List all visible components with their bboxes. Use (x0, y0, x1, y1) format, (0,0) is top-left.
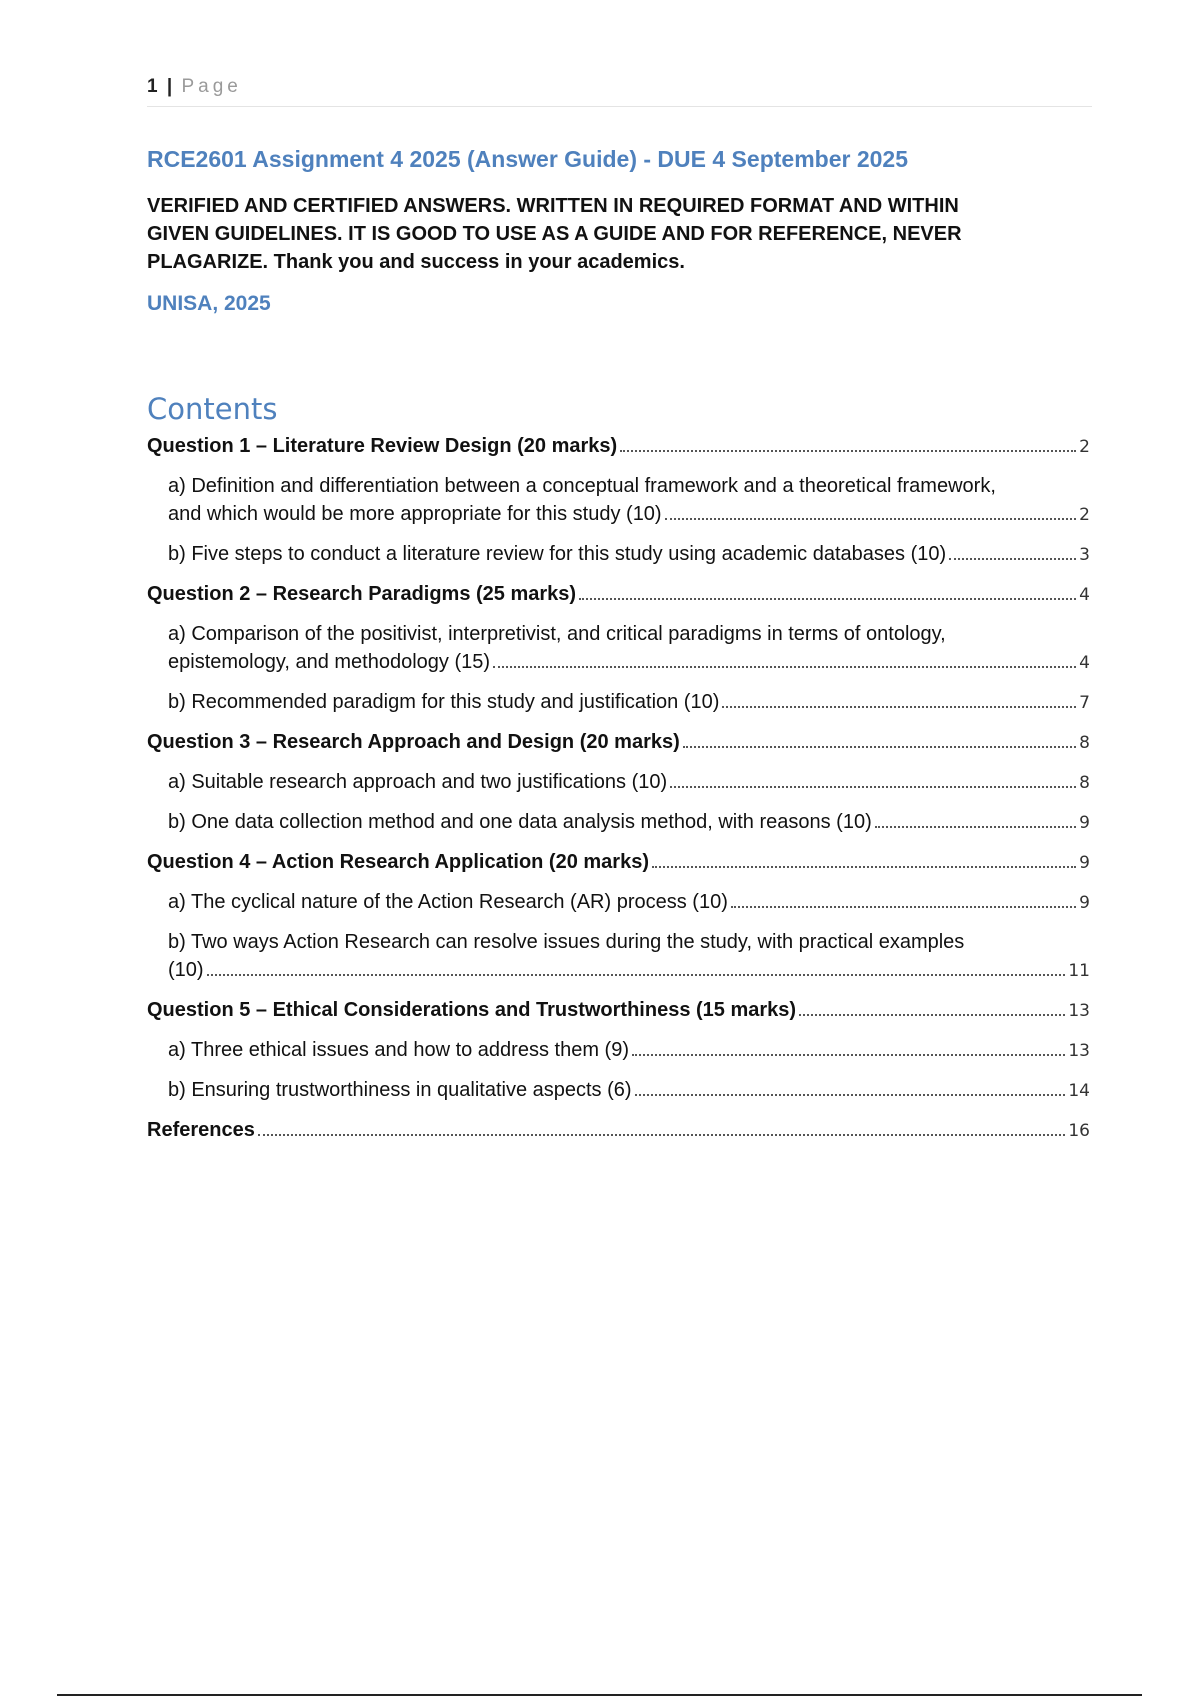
toc-leader-dots (722, 706, 1076, 708)
toc-leader-dots (652, 866, 1076, 868)
toc-leader-dots (949, 558, 1076, 560)
toc-leader-dots (635, 1094, 1066, 1096)
toc-page-number: 2 (1079, 437, 1090, 457)
toc-entry-text: Question 3 – Research Approach and Design (20 marks) (147, 731, 680, 753)
toc-question-5b[interactable] (168, 1076, 1090, 1105)
toc-entry-text: Question 2 – Research Paradigms (25 marks) (147, 583, 577, 605)
toc-page-number: 2 (1079, 505, 1090, 525)
toc-question-5a[interactable] (168, 1036, 1090, 1065)
toc-entry-text: Question 1 – Literature Review Design (20 marks) (147, 435, 618, 457)
footer-rule (57, 1694, 1142, 1696)
toc-entry-text: a) Three ethical issues and how to address them (9) (168, 1039, 629, 1061)
toc-leader-dots (632, 1054, 1065, 1056)
toc-question-1a[interactable] (168, 472, 1090, 529)
toc-page-number: 4 (1079, 585, 1090, 605)
toc-leader-dots (670, 786, 1076, 788)
toc-page-number: 7 (1079, 693, 1090, 713)
toc-page-number: 14 (1068, 1081, 1090, 1101)
toc-page-number: 8 (1079, 773, 1090, 793)
notice-line-2: GIVEN GUIDELINES. IT IS GOOD TO USE AS A GUIDE AND FOR REFERENCE, NEVER (147, 223, 962, 245)
toc-leader-dots (620, 450, 1076, 452)
toc-leader-dots (731, 906, 1076, 908)
toc-question-1b[interactable] (168, 540, 1090, 569)
document-title: RCE2601 Assignment 4 2025 (Answer Guide) - DUE 4 September 2025 (147, 146, 908, 172)
toc-entry-text: b) Five steps to conduct a literature review for this study using academic databases (10) (168, 543, 947, 565)
toc-leader-dots (665, 518, 1077, 520)
toc-question-4[interactable] (147, 848, 1090, 877)
toc-entry-text: a) Definition and differentiation between a conceptual framework and a theoretical framework, (168, 475, 996, 497)
toc-question-2[interactable] (147, 580, 1090, 609)
page-word: Page (181, 76, 242, 97)
toc-question-4a[interactable] (168, 888, 1090, 917)
page-header (147, 76, 1092, 107)
toc-entry-text: b) Two ways Action Research can resolve issues during the study, with practical examples (168, 931, 965, 953)
toc-leader-dots (493, 666, 1076, 668)
toc-entry-text: Question 4 – Action Research Application (20 marks) (147, 851, 649, 873)
toc-entry-text-cont: epistemology, and methodology (15) (168, 651, 491, 673)
toc-leader-dots (683, 746, 1076, 748)
toc-leader-dots (799, 1014, 1065, 1016)
toc-page-number: 13 (1068, 1041, 1090, 1061)
page-number: 1 (147, 76, 158, 97)
toc-page-number: 11 (1068, 961, 1090, 981)
toc-leader-dots (875, 826, 1076, 828)
toc-entry-text: a) The cyclical nature of the Action Research (AR) process (10) (168, 891, 728, 913)
toc-references[interactable] (147, 1116, 1090, 1145)
toc-question-4b[interactable] (168, 928, 1090, 985)
toc-leader-dots (258, 1134, 1066, 1136)
toc-question-3b[interactable] (168, 808, 1090, 837)
toc-question-3a[interactable] (168, 768, 1090, 797)
toc-entry-text-cont: and which would be more appropriate for this study (10) (168, 503, 662, 525)
notice-line-1: VERIFIED AND CERTIFIED ANSWERS. WRITTEN IN REQUIRED FORMAT AND WITHIN (147, 195, 959, 217)
toc-page-number: 16 (1068, 1121, 1090, 1141)
page-separator: | (166, 76, 173, 97)
toc-page-number: 9 (1079, 893, 1090, 913)
toc-entry-text: a) Comparison of the positivist, interpretivist, and critical paradigms in terms of ontology, (168, 623, 946, 645)
toc-page-number: 13 (1068, 1001, 1090, 1021)
toc-page-number: 4 (1079, 653, 1090, 673)
toc-question-2a[interactable] (168, 620, 1090, 677)
toc-entry-text: b) Ensuring trustworthiness in qualitative aspects (6) (168, 1079, 632, 1101)
toc-entry-text: a) Suitable research approach and two justifications (10) (168, 771, 668, 793)
toc-question-5[interactable] (147, 996, 1090, 1025)
toc-question-2b[interactable] (168, 688, 1090, 717)
toc-leader-dots (207, 974, 1066, 976)
toc-entry-text: References (147, 1119, 255, 1141)
toc-question-1[interactable] (147, 432, 1090, 461)
toc-page-number: 9 (1079, 853, 1090, 873)
organization-year: UNISA, 2025 (147, 292, 271, 315)
table-of-contents (147, 432, 1090, 1156)
toc-page-number: 9 (1079, 813, 1090, 833)
toc-leader-dots (579, 598, 1076, 600)
toc-entry-text: b) Recommended paradigm for this study and justification (10) (168, 691, 720, 713)
toc-page-number: 8 (1079, 733, 1090, 753)
toc-entry-text: b) One data collection method and one data analysis method, with reasons (10) (168, 811, 872, 833)
toc-page-number: 3 (1079, 545, 1090, 565)
notice-text (147, 192, 1092, 276)
contents-heading: Contents (147, 392, 278, 426)
toc-question-3[interactable] (147, 728, 1090, 757)
toc-entry-text: Question 5 – Ethical Considerations and Trustworthiness (15 marks) (147, 999, 797, 1021)
notice-line-3: PLAGARIZE. Thank you and success in your academics. (147, 251, 685, 273)
toc-entry-text-cont: (10) (168, 959, 204, 981)
